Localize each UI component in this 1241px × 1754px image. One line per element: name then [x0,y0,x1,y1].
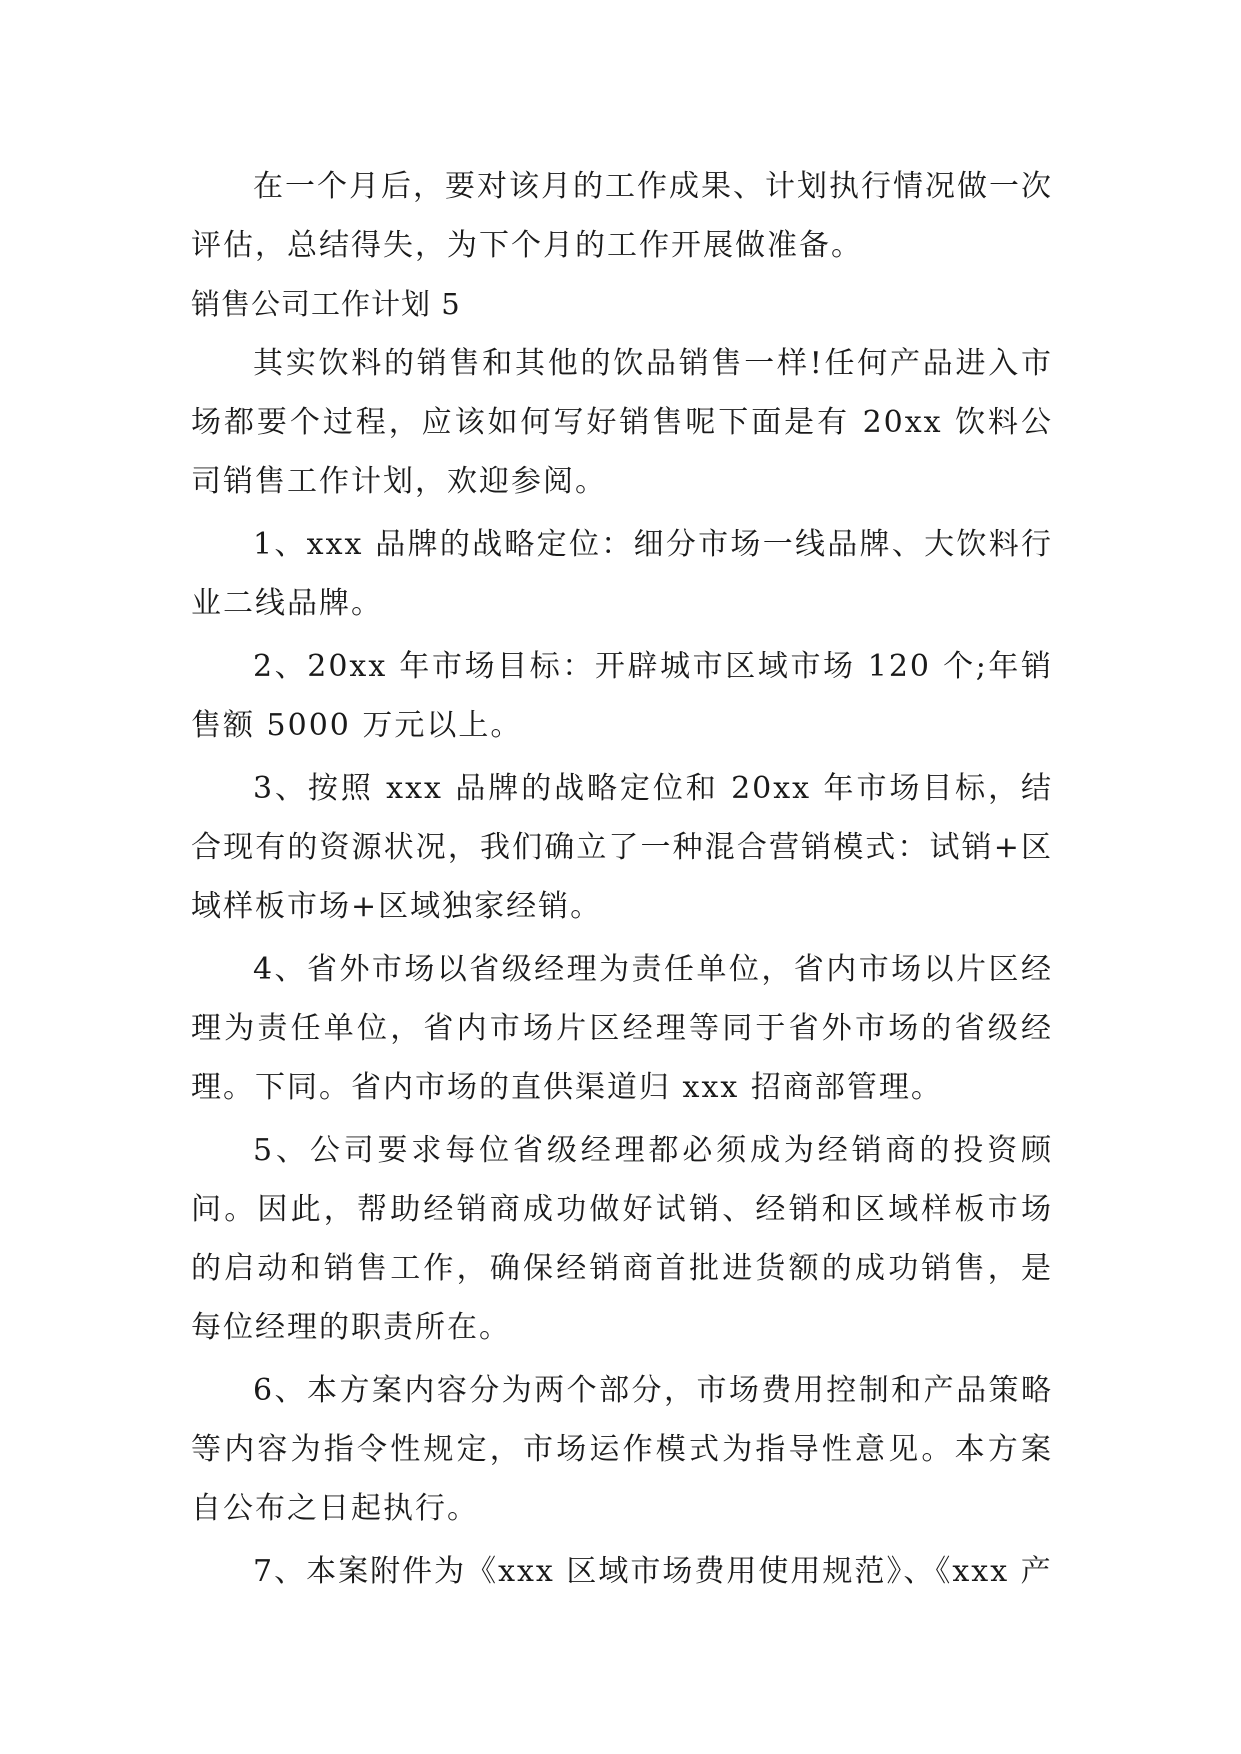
paragraph-item-6: 6、本方案内容分为两个部分，市场费用控制和产品策略等内容为指令性规定，市场运作模式为指导性意见。本方案自公布之日起执行。 [191,1373,1053,1526]
paragraph-monthly-review: 在一个月后，要对该月的工作成果、计划执行情况做一次评估，总结得失，为下个月的工作开展做准备。 [191,169,1053,263]
paragraph-item-7: 7、本案附件为《xxx 区域市场费用使用规范》、《xxx 产 [253,1554,1053,1589]
section-heading: 销售公司工作计划 5 [191,287,461,321]
paragraph-item-5: 5、公司要求每位省级经理都必须成为经销商的投资顾问。因此，帮助经销商成功做好试销、经销和区域样板市场的启动和销售工作，确保经销商首批进货额的成功销售，是每位经理的职责所在。 [191,1133,1053,1345]
document-body [191,157,1053,1601]
paragraph-item-4: 4、省外市场以省级经理为责任单位，省内市场以片区经理为责任单位，省内市场片区经理等同于省外市场的省级经理。下同。省内市场的直供渠道归 xxx 招商部管理。 [191,952,1053,1105]
paragraph-item-1: 1、xxx 品牌的战略定位：细分市场一线品牌、大饮料行业二线品牌。 [191,527,1053,621]
paragraph-intro: 其实饮料的销售和其他的饮品销售一样!任何产品进入市场都要个过程，应该如何写好销售呢下面是有 20xx 饮料公司销售工作计划，欢迎参阅。 [191,346,1053,499]
paragraph-item-3: 3、按照 xxx 品牌的战略定位和 20xx 年市场目标，结合现有的资源状况，我们确立了一种混合营销模式：试销+区域样板市场+区域独家经销。 [191,771,1053,924]
paragraph-item-2: 2、20xx 年市场目标：开辟城市区域市场 120 个;年销售额 5000 万元以上。 [191,649,1053,743]
